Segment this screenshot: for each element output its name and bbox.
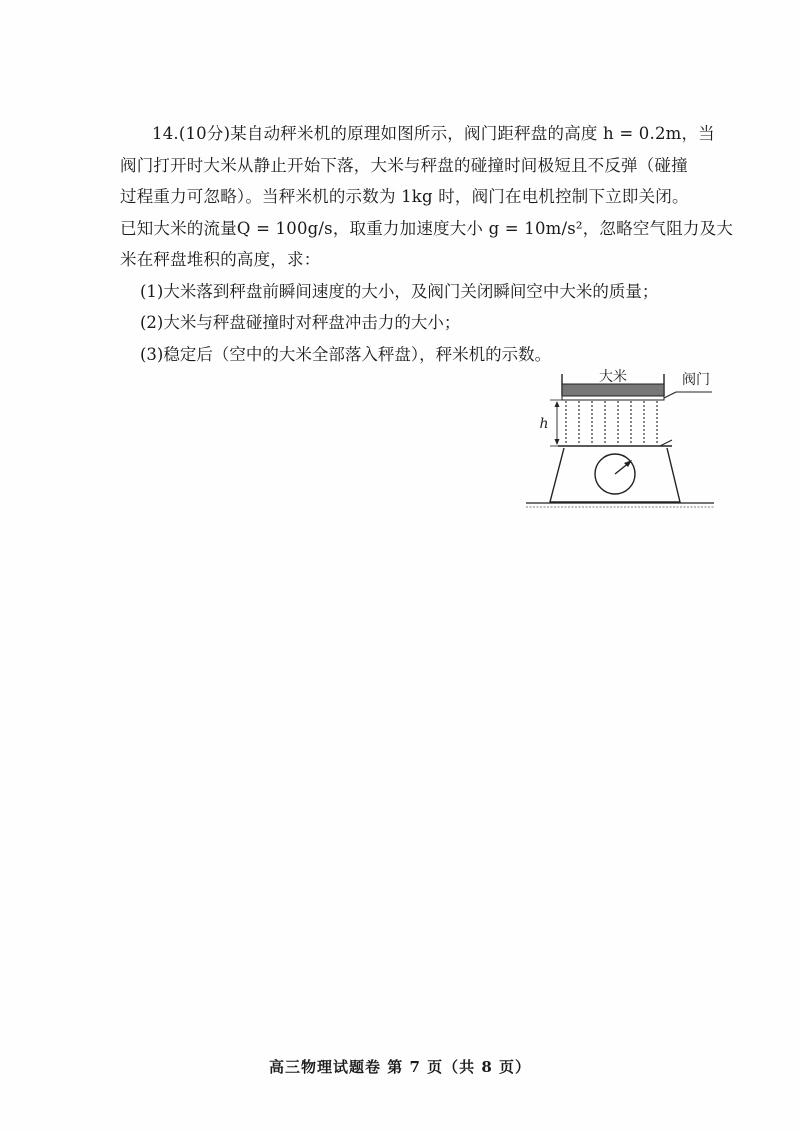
- rice-label: 大米: [599, 369, 627, 385]
- question-line: 14.(10分)某自动秤米机的原理如图所示，阀门距秤盘的高度 h = 0.2m，当: [152, 124, 715, 143]
- question-line: 阀门打开时大米从静止开始下落，大米与秤盘的碰撞时间极短且不反弹（碰撞: [120, 155, 688, 175]
- rice-hopper: [562, 368, 664, 396]
- question-line: 过程重力可忽略）。当秤米机的示数为 1kg 时，阀门在电机控制下立即关闭。: [120, 187, 689, 206]
- rice-scale-diagram: [524, 366, 716, 516]
- ground: [526, 503, 714, 507]
- page-footer: 高三物理试题卷 第 7 页（共 8 页）: [269, 1058, 531, 1076]
- valve-label: 阀门: [682, 372, 710, 388]
- question-part-3: (3)稳定后（空中的大米全部落入秤盘），秤米机的示数。: [140, 344, 552, 364]
- question-14: [120, 118, 734, 370]
- question-line: 已知大米的流量Q = 100g/s，取重力加速度大小 g = 10m/s²，忽略空气阻力及大: [120, 218, 734, 238]
- height-label: h: [539, 416, 549, 432]
- height-marker: [539, 400, 564, 446]
- rice-streams: [566, 401, 657, 444]
- dial-icon: [595, 454, 635, 494]
- question-part-1: (1)大米落到秤盘前瞬间速度的大小，及阀门关闭瞬间空中大米的质量；: [140, 281, 659, 301]
- question-part-2: (2)大米与秤盘碰撞时对秤盘冲击力的大小；: [140, 313, 461, 332]
- scale-pan: [558, 440, 672, 446]
- question-line: 米在秤盘堆积的高度，求：: [120, 250, 321, 269]
